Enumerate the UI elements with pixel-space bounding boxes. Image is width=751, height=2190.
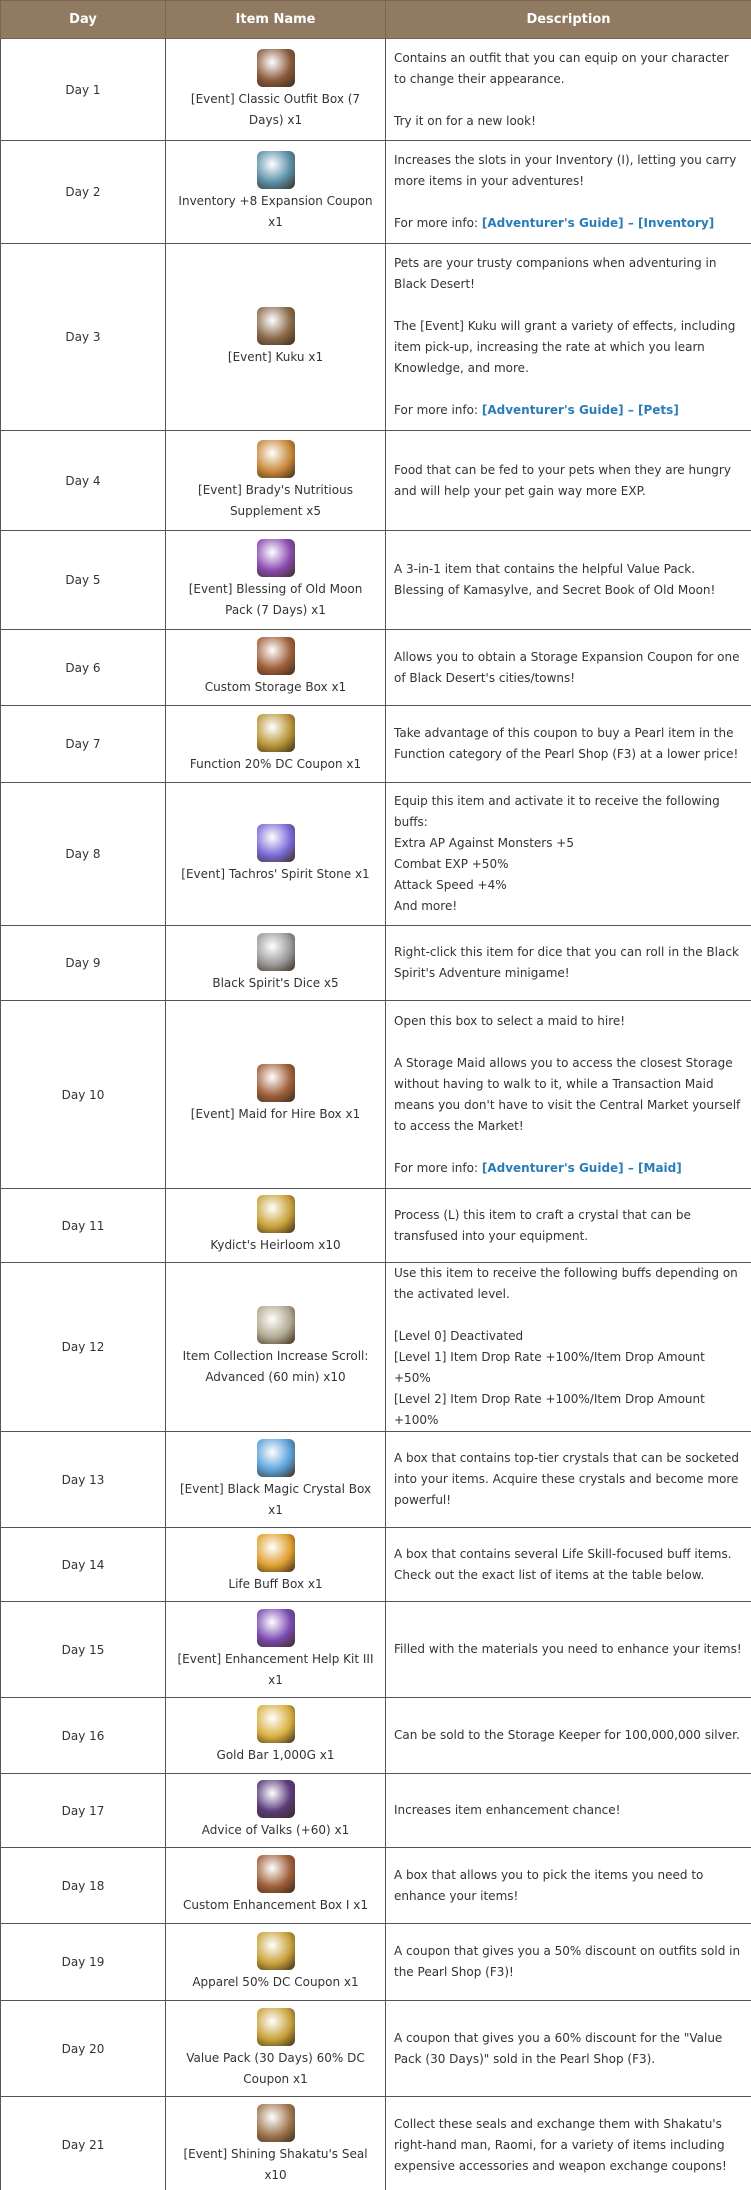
day-cell: Day 20 <box>1 2001 166 2097</box>
item-name: [Event] Enhancement Help Kit III x1 <box>177 1651 374 1687</box>
day-cell: Day 12 <box>1 1263 166 1432</box>
description-text: A box that allows you to pick the items you need to enhance your items! <box>394 1867 704 1903</box>
day-cell: Day 3 <box>1 244 166 431</box>
description-cell <box>386 244 751 431</box>
description-text: Extra AP Against Monsters +5 <box>394 836 574 850</box>
more-info-label: For more info: <box>394 1160 482 1175</box>
item-cell <box>166 244 386 431</box>
item-cell <box>166 706 386 783</box>
day-cell: Day 10 <box>1 1001 166 1189</box>
more-info-label: For more info: <box>394 216 482 230</box>
description-text: The [Event] Kuku will grant a variety of effects, including item pick-up, increasing the rate at which you learn Knowledge, and more. <box>394 319 736 375</box>
item-name: Black Spirit's Dice x5 <box>212 975 339 990</box>
pet-food-icon <box>257 440 295 478</box>
description-cell <box>386 926 751 1001</box>
description-text: [Level 0] Deactivated <box>394 1329 524 1343</box>
item-name: [Event] Classic Outfit Box (7 Days) x1 <box>190 91 361 127</box>
adventurers-guide-link[interactable]: [Adventurer's Guide] – [Pets] <box>481 403 679 417</box>
item-cell <box>166 630 386 706</box>
table-row <box>1 1189 751 1263</box>
item-name: Custom Storage Box x1 <box>204 680 347 694</box>
scroll-icon <box>257 1306 295 1344</box>
description-text: Equip this item and activate it to receive the following buffs: <box>394 794 720 829</box>
day-cell: Day 13 <box>1 1432 166 1528</box>
description-text: A box that contains top-tier crystals that can be socketed into your items. Acquire these crystals and become more powerful! <box>394 1451 739 1507</box>
day-cell: Day 19 <box>1 1924 166 2001</box>
day-cell: Day 6 <box>1 630 166 706</box>
description-cell <box>386 1432 751 1528</box>
description-text: [Level 1] Item Drop Rate +100%/Item Drop Amount +50% <box>394 1350 705 1385</box>
valks-book-icon <box>257 1780 295 1818</box>
item-name: Value Pack (30 Days) 60% DC Coupon x1 <box>186 2050 365 2086</box>
item-cell <box>166 783 386 926</box>
day-cell: Day 14 <box>1 1528 166 1602</box>
description-cell <box>386 2001 751 2097</box>
table-row <box>1 1774 751 1848</box>
day-cell: Day 21 <box>1 2097 166 2190</box>
description-cell <box>386 1263 751 1432</box>
description-text: Contains an outfit that you can equip on your character to change their appearance. <box>394 50 729 86</box>
more-info-line <box>394 400 743 421</box>
shakatu-seal-icon <box>257 2104 295 2142</box>
description-text: Open this box to select a maid to hire! <box>394 1013 626 1028</box>
storage-box-icon <box>257 637 295 675</box>
item-cell <box>166 926 386 1001</box>
description-text: Attack Speed +4% <box>394 878 507 892</box>
day-cell: Day 15 <box>1 1602 166 1698</box>
more-info-line <box>394 1158 743 1179</box>
day-cell: Day 7 <box>1 706 166 783</box>
day-cell: Day 4 <box>1 431 166 531</box>
table-row <box>1 2097 751 2190</box>
item-name: Gold Bar 1,000G x1 <box>216 1748 335 1762</box>
item-cell <box>166 2097 386 2190</box>
item-cell <box>166 1848 386 1924</box>
day-cell: Day 11 <box>1 1189 166 1263</box>
day-cell: Day 1 <box>1 39 166 141</box>
description-text: A coupon that gives you a 50% discount on outfits sold in the Pearl Shop (F3)! <box>394 1944 741 1979</box>
table-row <box>1 531 751 630</box>
description-text: [Level 2] Item Drop Rate +100%/Item Drop Amount +100% <box>394 1392 705 1427</box>
item-name: [Event] Kuku x1 <box>227 349 324 364</box>
item-cell <box>166 431 386 531</box>
description-text: Use this item to receive the following buffs depending on the activated level. <box>394 1266 738 1301</box>
item-name: Kydict's Heirloom x10 <box>210 1238 341 1252</box>
item-name: Custom Enhancement Box I x1 <box>183 1898 368 1912</box>
day-cell: Day 5 <box>1 531 166 630</box>
table-row <box>1 630 751 706</box>
more-info-label: For more info: <box>394 403 482 417</box>
description-text: Increases the slots in your Inventory (I), letting you carry more items in your adventures! <box>394 153 737 188</box>
apparel-coupon-icon <box>257 1932 295 1970</box>
header-description: Description <box>386 1 751 39</box>
description-cell <box>386 1698 751 1774</box>
description-text: Right-click this item for dice that you can roll in the Black Spirit's Adventure minigame! <box>394 945 739 980</box>
description-text: A coupon that gives you a 60% discount for the "Value Pack (30 Days)" sold in the Pearl Shop (F3). <box>394 2030 723 2066</box>
description-cell <box>386 1848 751 1924</box>
description-text: A Storage Maid allows you to access the closest Storage without having to walk to it, while a Transaction Maid means you don't have to visit the Central Market yourself to access the Market! <box>394 1055 741 1133</box>
description-cell <box>386 630 751 706</box>
item-name: [Event] Brady's Nutritious Supplement x5 <box>198 482 353 518</box>
old-moon-pack-icon <box>257 539 295 577</box>
day-cell: Day 2 <box>1 141 166 244</box>
spirit-stone-icon <box>257 824 295 862</box>
table-row <box>1 1924 751 2001</box>
description-cell <box>386 706 751 783</box>
item-cell <box>166 1924 386 2001</box>
outfit-box-icon <box>257 49 295 87</box>
maid-box-icon <box>257 1064 295 1102</box>
dice-icon <box>257 933 295 971</box>
table-row <box>1 1848 751 1924</box>
description-text: A box that contains several Life Skill-focused buff items. Check out the exact list of items at the table below. <box>394 1546 732 1582</box>
description-text: Combat EXP +50% <box>394 857 509 871</box>
description-cell <box>386 39 751 141</box>
item-name: [Event] Black Magic Crystal Box x1 <box>179 1481 372 1517</box>
item-name: Advice of Valks (+60) x1 <box>201 1823 350 1837</box>
header-item-name: Item Name <box>166 1 386 39</box>
day-cell: Day 18 <box>1 1848 166 1924</box>
table-row <box>1 706 751 783</box>
table-row <box>1 2001 751 2097</box>
description-cell <box>386 1774 751 1848</box>
gold-bar-icon <box>257 1705 295 1743</box>
description-cell <box>386 1924 751 2001</box>
description-text: Allows you to obtain a Storage Expansion Coupon for one of Black Desert's cities/towns! <box>394 649 740 685</box>
description-cell <box>386 2097 751 2190</box>
item-cell <box>166 1698 386 1774</box>
description-cell <box>386 783 751 926</box>
inventory-coupon-icon <box>257 151 295 189</box>
item-cell <box>166 1774 386 1848</box>
value-pack-coupon-icon <box>257 2008 295 2046</box>
table-row <box>1 1528 751 1602</box>
description-text: And more! <box>394 899 458 913</box>
table-row <box>1 141 751 244</box>
kuku-pet-icon <box>257 307 295 345</box>
item-cell <box>166 1432 386 1528</box>
description-cell <box>386 1189 751 1263</box>
table-row <box>1 431 751 531</box>
item-name: Function 20% DC Coupon x1 <box>189 756 362 771</box>
enhancement-kit-icon <box>257 1609 295 1647</box>
table-row <box>1 39 751 141</box>
description-cell <box>386 1528 751 1602</box>
header-day: Day <box>1 1 166 39</box>
description-text: Process (L) this item to craft a crystal that can be transfused into your equipment. <box>394 1207 691 1243</box>
description-text: Collect these seals and exchange them with Shakatu's right-hand man, Raomi, for a variety of items including expensive accessories and weapon exchange coupons! <box>394 2116 727 2173</box>
description-text: Increases item enhancement chance! <box>394 1803 621 1817</box>
item-cell <box>166 1602 386 1698</box>
heirloom-icon <box>257 1195 295 1233</box>
item-name: Life Buff Box x1 <box>228 1577 323 1591</box>
table-row <box>1 1432 751 1528</box>
item-cell <box>166 141 386 244</box>
item-name: Inventory +8 Expansion Coupon x1 <box>178 194 373 229</box>
item-name: [Event] Blessing of Old Moon Pack (7 Days) x1 <box>188 582 363 617</box>
crystal-box-icon <box>257 1439 295 1477</box>
description-text: Filled with the materials you need to enhance your items! <box>394 1642 742 1656</box>
enhancement-box-icon <box>257 1855 295 1893</box>
day-cell: Day 17 <box>1 1774 166 1848</box>
description-cell <box>386 1602 751 1698</box>
item-name: Apparel 50% DC Coupon x1 <box>192 1974 359 1989</box>
day-cell: Day 8 <box>1 783 166 926</box>
description-text: Can be sold to the Storage Keeper for 100,000,000 silver. <box>394 1728 740 1742</box>
item-cell <box>166 1263 386 1432</box>
description-text: Food that can be fed to your pets when they are hungry and will help your pet gain way more EXP. <box>394 462 731 498</box>
day-cell: Day 9 <box>1 926 166 1001</box>
gift-box-icon <box>257 1534 295 1572</box>
item-cell <box>166 531 386 630</box>
table-header-row <box>1 1 751 39</box>
description-text: A 3-in-1 item that contains the helpful Value Pack. Blessing of Kamasylve, and Secret Book of Old Moon! <box>394 562 716 597</box>
table-row <box>1 1263 751 1432</box>
table-row <box>1 1001 751 1189</box>
more-info-line <box>394 213 743 234</box>
description-cell <box>386 431 751 531</box>
table-row <box>1 926 751 1001</box>
table-body <box>1 39 751 2190</box>
item-cell <box>166 1001 386 1189</box>
item-cell <box>166 2001 386 2097</box>
table-row <box>1 1698 751 1774</box>
item-cell <box>166 39 386 141</box>
table-row <box>1 1602 751 1698</box>
item-cell <box>166 1189 386 1263</box>
description-text: Try it on for a new look! <box>394 113 536 128</box>
table-row <box>1 244 751 431</box>
description-text: Pets are your trusty companions when adventuring in Black Desert! <box>394 256 717 291</box>
item-name: [Event] Tachros' Spirit Stone x1 <box>181 866 370 881</box>
description-cell <box>386 531 751 630</box>
description-cell <box>386 141 751 244</box>
item-name: [Event] Maid for Hire Box x1 <box>190 1107 361 1121</box>
function-coupon-icon <box>257 714 295 752</box>
description-cell <box>386 1001 751 1189</box>
day-cell: Day 16 <box>1 1698 166 1774</box>
adventurers-guide-link[interactable]: [Adventurer's Guide] – [Maid] <box>481 1160 682 1175</box>
adventurers-guide-link[interactable]: [Adventurer's Guide] – [Inventory] <box>481 216 715 230</box>
item-name: [Event] Shining Shakatu's Seal x10 <box>183 2147 368 2182</box>
item-cell <box>166 1528 386 1602</box>
table-row <box>1 783 751 926</box>
description-text: Take advantage of this coupon to buy a Pearl item in the Function category of the Pearl Shop (F3) at a lower price! <box>394 726 739 761</box>
item-name: Item Collection Increase Scroll: Advanced (60 min) x10 <box>182 1349 369 1384</box>
